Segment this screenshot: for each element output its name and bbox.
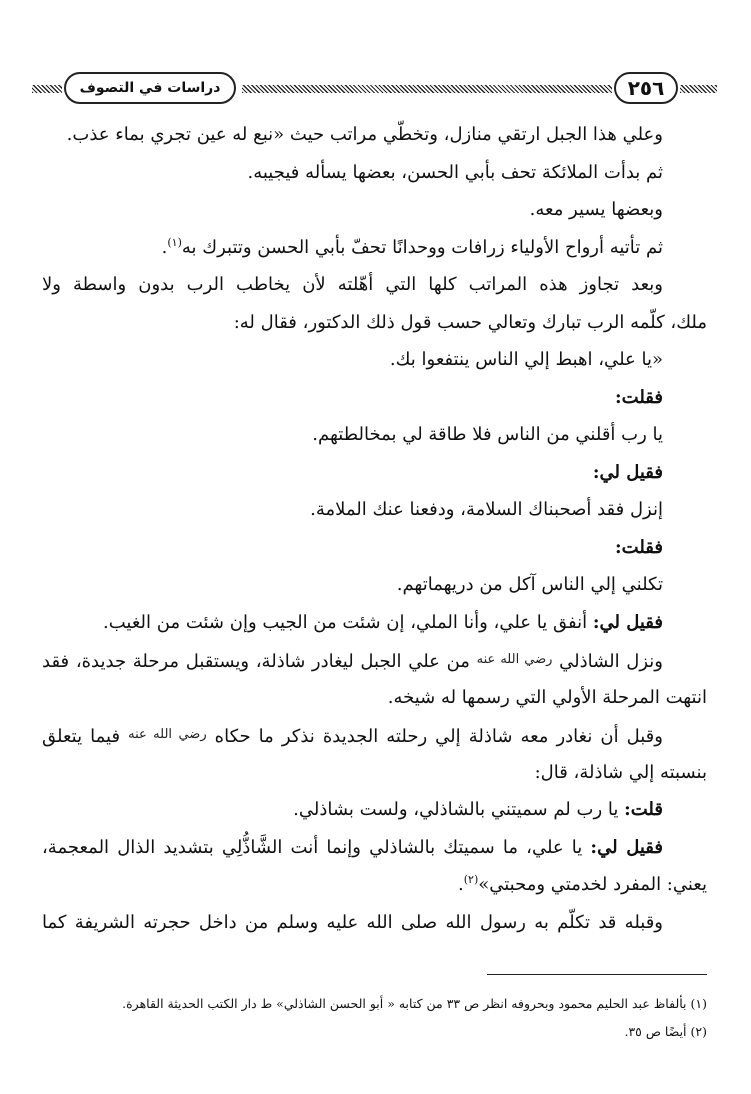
page-number: ٢٥٦ — [614, 72, 678, 104]
text-line: ملك، كلّمه الرب تبارك وتعالي حسب قول ذلك الدكتور، فقال له: — [233, 311, 707, 333]
footnote-ref: (١) — [167, 235, 182, 249]
honorific-glyph: رضي الله عنه — [128, 727, 207, 742]
text-line: إنزل فقد أصحبناك السلامة، ودفعنا عنك الملامة. — [310, 499, 663, 520]
body-text — [42, 116, 707, 941]
text-line: ثم تأتيه أرواح الأولياء زرافات ووحدانًا تحفّ بأبي الحسن وتتبرك به$^{(١)}$. — [161, 235, 663, 258]
text-line: فقيل لي: أنفق يا علي، وأنا الملي، إن شئت من الجيب وإن شئت من الغيب. — [103, 611, 663, 633]
footnote-separator — [487, 974, 707, 975]
header-ornament-rule — [32, 85, 62, 93]
text-line: فقيل لي: يا علي، ما سميتك بالشاذلي وإنما أنت الشَّاذُّلِي بتشديد الذال المعجمة، — [42, 836, 664, 858]
dialogue-label: قلت: — [624, 799, 663, 820]
footnotes — [42, 990, 707, 1046]
text-line: وقبله قد تكلّم به رسول الله صلى الله عليه وسلم من داخل حجرته الشريفة كما — [42, 911, 663, 933]
running-header — [32, 70, 717, 110]
text-line: وقبل أن نغادر معه شاذلة إلي رحلته الجديدة نذكر ما حكاه $^{رضي الله عنه}$ فيما يتعلق — [42, 726, 663, 747]
text-line: وبعد تجاوز هذه المراتب كلها التي أهّلته لأن يخاطب الرب بدون واسطة ولا — [42, 274, 663, 295]
text-line: يعني: المفرد لخدمتي ومحبتي»$^{(٢)}$. — [457, 873, 707, 895]
dialogue-label: فقيل لي: — [592, 611, 663, 633]
dialogue-label: فقلت: — [615, 536, 663, 558]
header-ornament-rule — [242, 85, 612, 93]
footnote-ref: (٢) — [463, 873, 479, 886]
text-line: يا رب أقلني من الناس فلا طاقة لي بمخالطتهم. — [312, 424, 663, 445]
footnote: (١) بألفاظ عبد الحليم محمود وبحروفه انظر ص ٣٣ من كتابه « أبو الحسن الشاذلي» ط دار الكتب الحديثة القاهرة. — [122, 996, 707, 1011]
text-line: تكلني إلي الناس آكل من دريهماتهم. — [396, 574, 663, 595]
dialogue-label: فقلت: — [615, 386, 663, 408]
text-line: وعلي هذا الجبل ارتقي منازل، وتخطّي مراتب حيث «نبع له عين تجري بماء عذب. — [66, 124, 663, 145]
text-line: ونزل الشاذلي $^{رضي الله عنه}$ من علي الجبل ليغادر شاذلة، ويستقبل مرحلة جديدة، فقد — [42, 651, 663, 672]
text-line: قلت: يا رب لم سميتني بالشاذلي، ولست بشاذلي. — [293, 799, 663, 820]
text-line: وبعضها يسير معه. — [529, 199, 663, 220]
header-ornament-rule — [680, 85, 717, 93]
text-line: «يا علي، اهبط إلي الناس ينتفعوا بك. — [389, 349, 663, 370]
dialogue-label: فقيل لي: — [592, 461, 663, 483]
footnote: (٢) أيضًا ص ٣٥. — [624, 1024, 707, 1039]
book-title: دراسات في التصوف — [64, 72, 236, 104]
text-line: ثم بدأت الملائكة تحف بأبي الحسن، بعضها يسأله فيجيبه. — [247, 161, 663, 183]
text-line: انتهت المرحلة الأولي التي رسمها له شيخه. — [387, 686, 707, 708]
text-line: بنسبته إلي شاذلة، قال: — [534, 761, 707, 783]
dialogue-label: فقيل لي: — [590, 836, 664, 858]
honorific-glyph: رضي الله عنه — [476, 652, 553, 667]
